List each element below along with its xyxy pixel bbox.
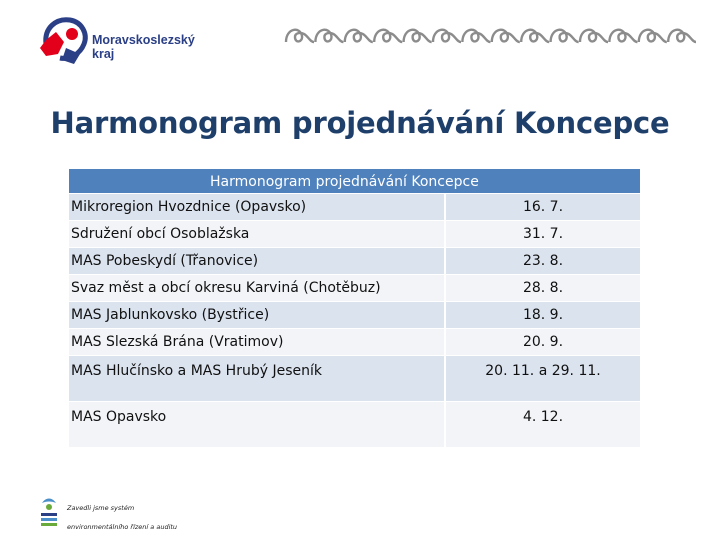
footer-line-1: Zavedli jsme systém [67,504,135,512]
wave-loop [639,30,667,42]
wave-loop [433,30,461,42]
row-name: MAS Hlučínsko a MAS Hrubý Jeseník [71,363,322,379]
brand-name [92,33,195,61]
row-name: Sdružení obcí Osoblažska [71,226,250,242]
table-header: Harmonogram projednávání Koncepce [69,169,640,193]
row-name: MAS Jablunkovsko (Bystřice) [71,307,270,323]
row-name: MAS Slezská Brána (Vratimov) [71,334,284,350]
row-date: 31. 7. [444,221,640,247]
table-row [69,247,640,274]
wave-loop [404,30,432,42]
table-row [69,193,640,220]
wave-ornament-icon [284,22,696,50]
row-date: 20. 9. [444,329,640,355]
row-date: 18. 9. [444,302,640,328]
wave-loop [580,30,608,42]
row-date: 23. 8. [444,248,640,274]
brand-line-1: Moravskoslezský [92,33,195,47]
row-name: MAS Pobeskydí (Třanovice) [71,253,259,269]
wave-loop [462,30,490,42]
wave-loop [609,30,637,42]
row-date: 4. 12. [444,402,640,447]
table-row [69,355,640,401]
wave-loop [315,30,343,42]
row-name: Mikroregion Hvozdnice (Opavsko) [71,199,307,215]
row-date: 28. 8. [444,275,640,301]
footer-line-2: environmentálního řízení a auditu [67,523,178,531]
footer-note [67,499,177,537]
brand-line-2: kraj [92,47,115,61]
emas-logo-icon [38,495,60,527]
wave-loop [551,30,579,42]
row-date: 20. 11. a 29. 11. [444,356,640,401]
wave-loop [345,30,373,42]
table-row [69,220,640,247]
schedule-table [69,169,640,447]
table-row [69,301,640,328]
wave-loop [521,30,549,42]
wave-loop [668,30,696,42]
row-date: 16. 7. [444,194,640,220]
table-row [69,401,640,447]
wave-loop [286,30,314,42]
wave-loop [492,30,520,42]
row-name: MAS Opavsko [71,409,167,425]
table-row [69,328,640,355]
wave-loop [374,30,402,42]
row-name: Svaz měst a obcí okresu Karviná (Chotěbuz) [71,280,381,296]
table-row [69,274,640,301]
page-title: Harmonogram projednávání Koncepce [50,106,670,140]
